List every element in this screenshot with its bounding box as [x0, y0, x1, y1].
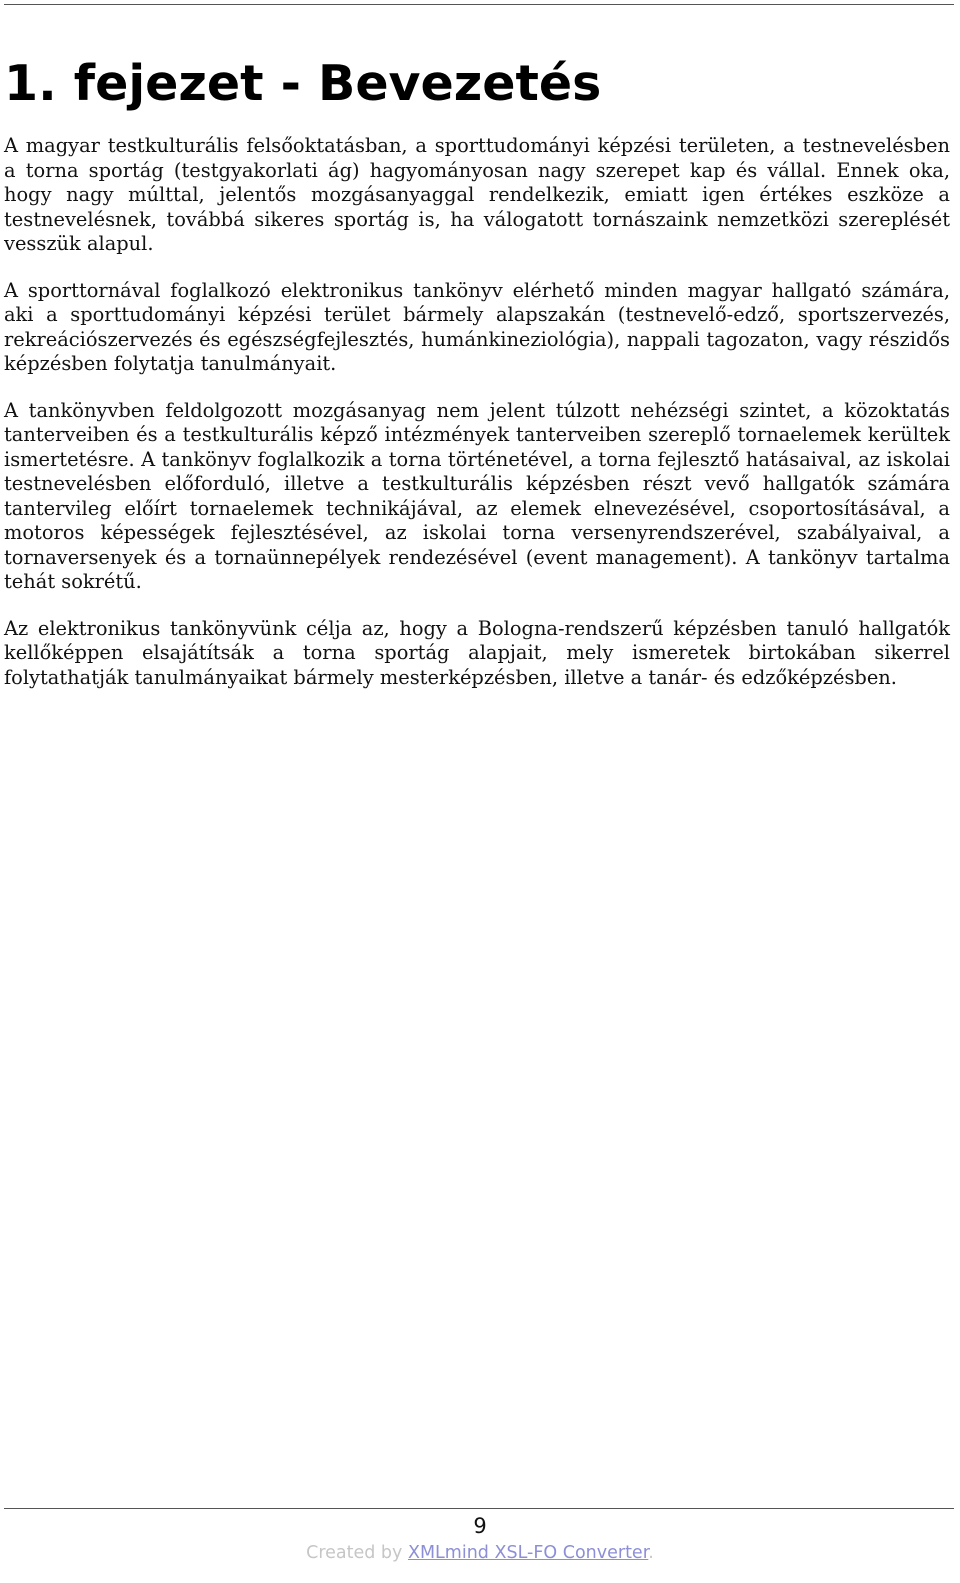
converter-link[interactable]: XMLmind XSL-FO Converter	[407, 1543, 649, 1563]
paragraph-availability: A sporttornával foglalkozó elektronikus tankönyv elérhető minden magyar hallgató számára, aki a sporttudományi képzési terület bármely alapszakán (testnevelő-edző, sportszervezés, rekreációszervezés és egészségfejlesztés, humánkineziológia), nappali tagozaton, vagy részidős képzésben folytatja tanulmányait.	[4, 278, 950, 375]
paragraph-intro: A magyar testkulturális felsőoktatásban, a sporttudományi képzési területen, a testnevelésben a torna sportág (testgyakorlati ág) hagyományosan nagy szerepet kap és vállal. Ennek oka, hogy nagy múlttal, jelentős mozgásanyaggal rendelkezik, emiatt igen értékes eszköze a testnevelésnek, továbbá sikeres sportág is, ha válogatott tornászaink nemzetközi szereplését vesszük alapul.	[4, 134, 950, 255]
page-number: 9	[473, 1514, 487, 1538]
footer-credit	[0, 1541, 960, 1565]
credit-prefix: Created by	[306, 1543, 408, 1563]
footer-rule	[4, 1508, 954, 1509]
header-rule	[4, 4, 954, 5]
chapter-title: 1. fejezet - Bevezetés	[4, 55, 602, 112]
page-content	[4, 52, 950, 712]
paragraph-goal: Az elektronikus tankönyvünk célja az, hogy a Bologna-rendszerű képzésben tanuló hallgatók kellőképpen elsajátítsák a torna sportág alapjait, mely ismeretek birtokában sikerrel folytathatják tanulmányaikat bármely mesterképzésben, illetve a tanár- és edzőképzésben.	[4, 616, 950, 689]
paragraph-content-scope: A tankönyvben feldolgozott mozgásanyag nem jelent túlzott nehézségi szintet, a közoktatás tanterveiben és a testkulturális képző intézmények tanterveiben szereplő tornaelemek kerültek ismertetésre. A tankönyv foglalkozik a torna történetével, a torna fejlesztő hatásaival, az iskolai testnevelésben előforduló, illetve a testkulturális képzésben részt vevő hallgatók számára tantervileg előírt tornaelemek technikájával, az elemek elnevezésével, csoportosításával, a motoros képességek fejlesztésével, az iskolai torna versenyrendszerével, szabályaival, a tornaversenyek és a tornaünnepélyek rendezésével (event management). A tankönyv tartalma tehát sokrétű.	[4, 398, 950, 593]
credit-suffix: .	[648, 1543, 654, 1563]
